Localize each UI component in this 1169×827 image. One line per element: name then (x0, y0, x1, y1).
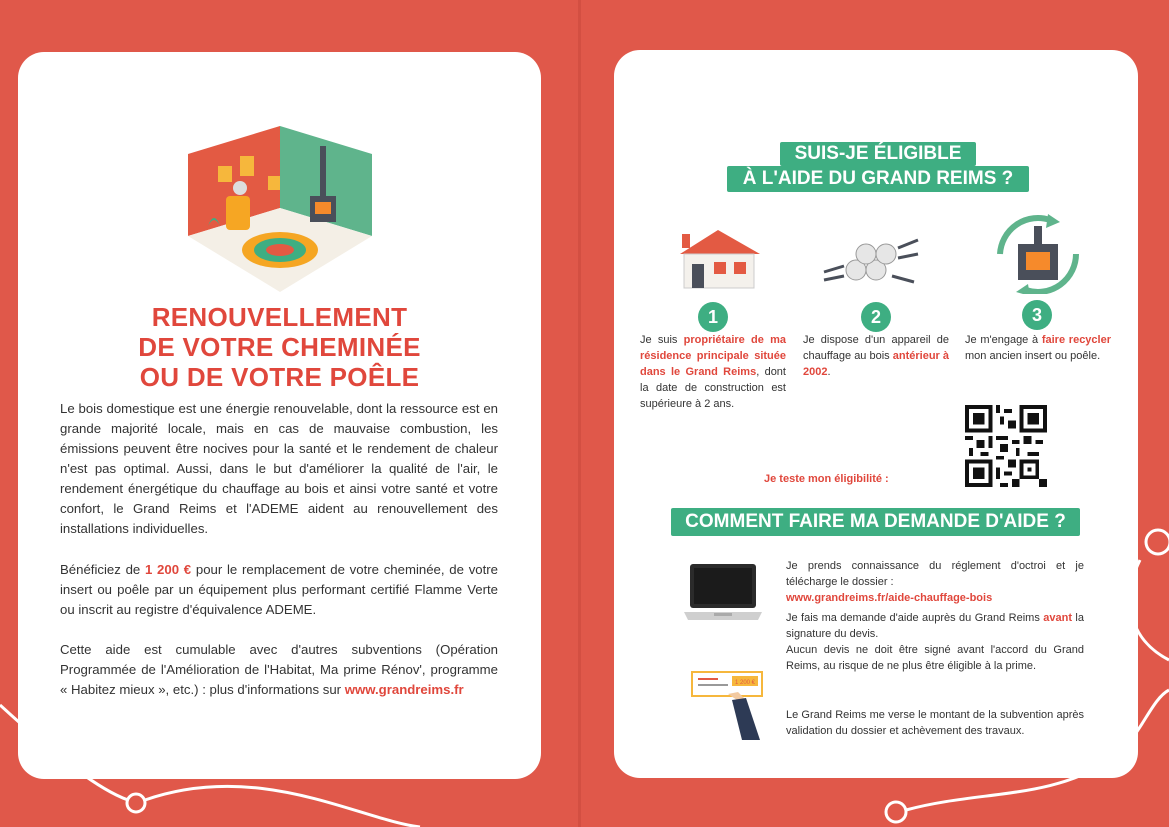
eligible-title-line1: SUIS-JE ÉLIGIBLE (780, 142, 976, 166)
benefit-paragraph: Bénéficiez de 1 200 € pour le remplacement de votre cheminée, de votre insert ou poêle par un équipement plus performant certifié Flamme Verte ou inscrit au registre d'équivalence ADEME. (60, 562, 499, 617)
eligible-title-line2: À L'AIDE DU GRAND REIMS ? (727, 166, 1029, 192)
left-title: RENOUVELLEMENT DE VOTRE CHEMINÉE OU DE VOTRE POÊLE (138, 302, 421, 392)
living-room-stove-illustration (188, 126, 372, 292)
cumul-paragraph: Cette aide est cumulable avec d'autres subventions (Opération Programmée de l'Amélioration de l'Habitat, Ma prime Rénov', programme « Habitez mieux », etc.) : plus d'informations sur www.grandreims.fr (60, 642, 498, 697)
step-3-text: Je m'engage à faire recycler mon ancien insert ou poêle. (965, 334, 1111, 362)
how-title: COMMENT FAIRE MA DEMANDE D'AIDE ? (671, 508, 1080, 536)
step-number-2: 2 (861, 302, 891, 332)
laptop-icon (684, 560, 762, 626)
intro-paragraph: Le bois domestique est une énergie renouvelable, dont la ressource est en grande majorité locale, mais en cas de mauvaise combustion, les émissions peuvent être nocives pour la santé et le rendement de chaleur n'est pas optimal. Aussi, dans le but d'améliorer la qualité de l'air, le rendement énergétique du chauffage au bois et ainsi votre santé et votre confort, le Grand Reims et l'ADEME aident au renouvellement des installations individuelles. (60, 401, 498, 536)
step-2-text: Je dispose d'un appareil de chauffage au bois antérieur à 2002. (803, 334, 950, 378)
house-icon (672, 226, 764, 290)
qr-label: Je teste mon éligibilité : (764, 473, 889, 485)
right-panel (614, 50, 1138, 778)
cheque-hand-icon (688, 664, 768, 742)
how-step-2-text: Je fais ma demande d'aide auprès du Grand Reims avant la signature du devis. Aucun devis ne doit être signé avant l'accord du Grand Reims, au risque de ne plus être éligible à la prime. (786, 612, 1084, 672)
recycle-stove-icon (990, 214, 1086, 294)
wood-logs-icon (822, 228, 920, 292)
how-step-3-text: Le Grand Reims me verse le montant de la subvention après validation du dossier et achèvement des travaux. (786, 709, 1084, 737)
aide-chauffage-link[interactable]: www.grandreims.fr/aide-chauffage-bois (786, 592, 993, 604)
grandreims-link[interactable]: www.grandreims.fr (344, 682, 464, 697)
qr-code[interactable] (965, 405, 1047, 487)
page-fold (578, 0, 581, 827)
benefit-amount: 1 200 € (144, 562, 192, 577)
step-number-1: 1 (698, 302, 728, 332)
step-number-3: 3 (1022, 300, 1052, 330)
how-step-1-text: Je prends connaissance du réglement d'octroi et je télécharge le dossier : www.grandreims.fr/aide-chauffage-bois (786, 560, 1084, 604)
cheque-amount: 1 200 € (734, 680, 756, 686)
left-panel (18, 52, 541, 779)
step-1-text: Je suis propriétaire de ma résidence principale située dans le Grand Reims, dont la date de construction est supérieure à 2 ans. (640, 334, 786, 410)
